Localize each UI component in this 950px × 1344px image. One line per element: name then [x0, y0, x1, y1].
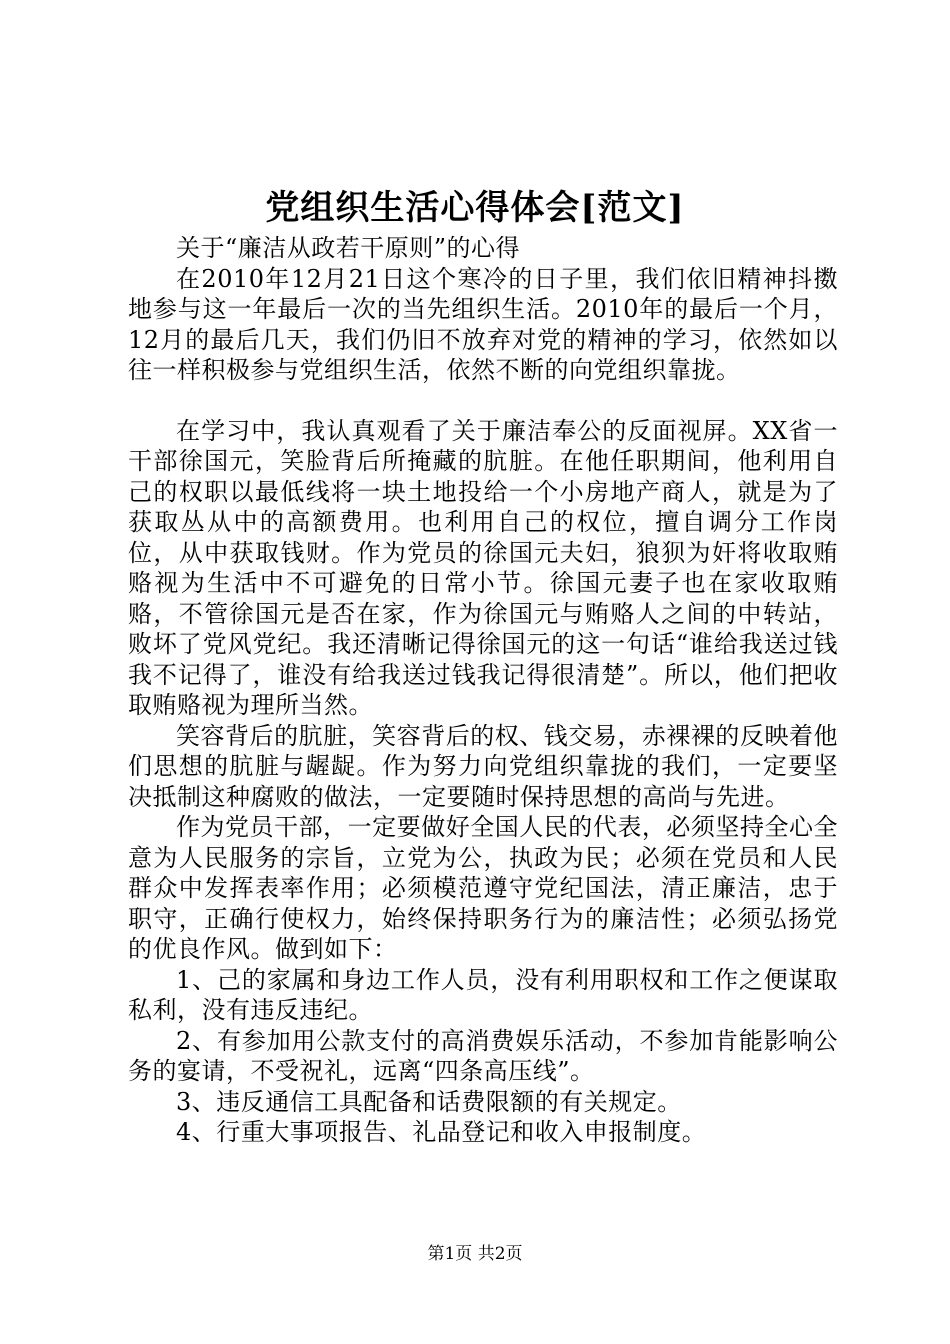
list-item: 3、违反通信工具配备和话费限额的有关规定。	[176, 1087, 682, 1116]
list-item: 2、有参加用公款支付的高消费娱乐活动，不参加肯能影响公务的宴请，不受祝礼，远离“四条高压线”。	[128, 1026, 838, 1085]
list-item: 1、己的家属和身边工作人员，没有利用职权和工作之便谋取私利，没有违反违纪。	[128, 965, 838, 1024]
document-title: 党组织生活心得体会[范文]	[265, 188, 685, 228]
paragraph: 在2010年12月21日这个寒冷的日子里，我们依旧精神抖擞地参与这一年最后一次的当先组织生活。2010年的最后一个月，12月的最后几天，我们仍旧不放弃对党的精神的学习，依然如以往一样积极参与党组织生活，依然不断的向党组织靠拢。	[128, 264, 838, 384]
paragraph: 笑容背后的肮脏，笑容背后的权、钱交易，赤裸裸的反映着他们思想的肮脏与龌龊。作为努力向党组织靠拢的我们，一定要坚决抵制这种腐败的做法，一定要随时保持思想的高尚与先进。	[128, 721, 838, 811]
list-item: 4、行重大事项报告、礼品登记和收入申报制度。	[176, 1118, 707, 1146]
paragraph: 在学习中，我认真观看了关于廉洁奉公的反面视屏。XX省一干部徐国元，笑脸背后所掩藏的肮脏。在他任职期间，他利用自己的权职以最低线将一块土地投给一个小房地产商人，就是为了获取丛从中的高额费用。也利用自己的权位，擅自调分工作岗位，从中获取钱财。作为党员的徐国元夫妇，狼狈为奸将收取贿赂视为生活中不可避免的日常小节。徐国元妻子也在家收取贿赂，不管徐国元是否在家，作为徐国元与贿赂人之间的中转站，败坏了党风党纪。我还清晰记得徐国元的这一句话“谁给我送过钱我不记得了，谁没有给我送过钱我记得很清楚”。所以，他们把收取贿赂视为理所当然。	[128, 416, 838, 719]
paragraph-subtitle: 关于“廉洁从政若干原则”的心得	[176, 234, 521, 262]
page-footer: 第1页 共2页	[427, 1244, 523, 1264]
paragraph: 作为党员干部，一定要做好全国人民的代表，必须坚持全心全意为人民服务的宗旨，立党为公，执政为民；必须在党员和人民群众中发挥表率作用；必须模范遵守党纪国法，清正廉洁，忠于职守，正确行使权力，始终保持职务行为的廉洁性；必须弘扬党的优良作风。做到如下：	[128, 813, 838, 963]
document-body	[128, 233, 838, 1148]
